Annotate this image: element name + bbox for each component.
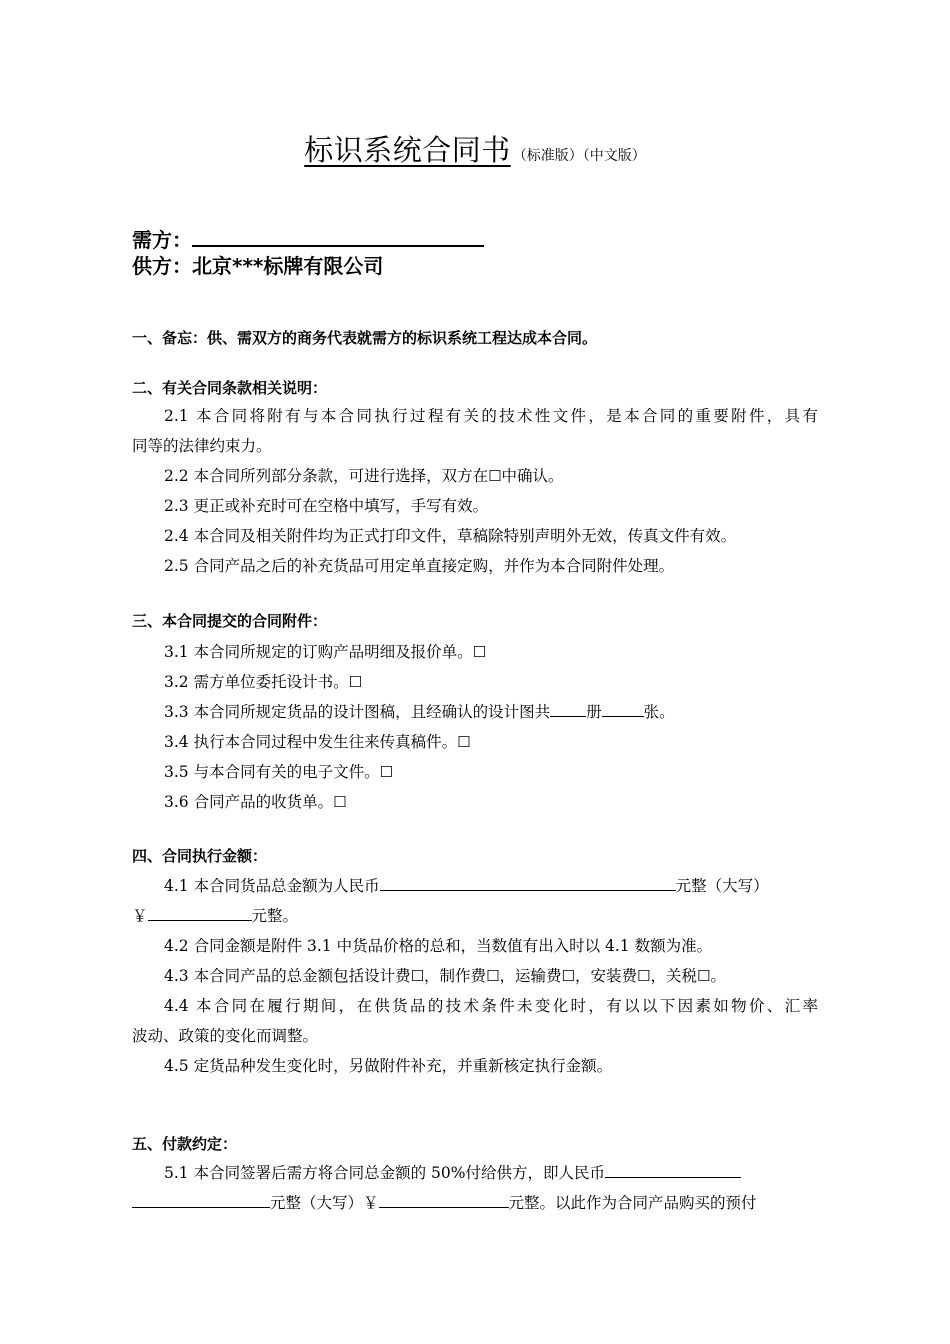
clause-5-1-line-1 <box>164 1161 741 1183</box>
clause-3-3-text-b: 册 <box>586 703 602 721</box>
clause-5-1-text-c: 元整。以此作为合同产品购买的预付 <box>508 1194 757 1212</box>
clause-4-1-text-a: 4.1 本合同货品总金额为人民币 <box>164 877 380 895</box>
checkbox-icon[interactable]: ☐ <box>486 967 500 985</box>
clause-3-3 <box>164 700 675 722</box>
clause-4-4-line-2: 波动、政策的变化而调整。 <box>132 1027 319 1045</box>
clause-4-3-text-d: ，安装费 <box>574 967 637 985</box>
clause-4-5: 4.5 定货品种发生变化时，另做附件补充，并重新核定执行金额。 <box>164 1057 613 1075</box>
clause-2-5: 2.5 合同产品之后的补充货品可用定单直接定购，并作为本合同附件处理。 <box>164 557 675 575</box>
checkbox-icon[interactable]: ☐ <box>457 733 471 751</box>
clause-5-1-line-2 <box>132 1191 757 1213</box>
supply-party-line: 供方：北京***标牌有限公司 <box>132 254 384 278</box>
advance-amount-blank-2[interactable] <box>132 1193 270 1208</box>
advance-amount-blank-1[interactable] <box>605 1163 741 1178</box>
yuan-sign: ￥ <box>132 907 148 925</box>
clause-4-3-text-a: 4.3 本合同产品的总金额包括设计费 <box>164 967 411 985</box>
clause-4-4-line-1: 4.4 本合同在履行期间，在供货品的技术条件未变化时，有以以下因素如物价、汇率 <box>164 997 818 1015</box>
checkbox-icon[interactable]: ☐ <box>379 763 394 781</box>
checkbox-icon[interactable]: ☐ <box>410 967 425 985</box>
clause-3-6-text: 3.6 合同产品的收货单。 <box>164 793 334 811</box>
demand-party-label: 需方： <box>132 228 192 252</box>
volume-count-blank[interactable] <box>550 702 586 717</box>
sheet-count-blank[interactable] <box>602 702 644 717</box>
checkbox-icon[interactable]: ☐ <box>561 967 575 985</box>
clause-5-1-text-b: 元整（大写）￥ <box>270 1194 379 1212</box>
checkbox-icon[interactable]: ☐ <box>637 967 651 985</box>
checkbox-icon[interactable]: ☐ <box>333 793 347 811</box>
clause-4-3-text-f: 。 <box>710 967 726 985</box>
section-4-heading: 四、合同执行金额： <box>132 847 268 865</box>
total-amount-blank[interactable] <box>380 876 676 891</box>
clause-4-3 <box>164 964 726 986</box>
clause-3-4 <box>164 730 471 752</box>
section-2-heading: 二、有关合同条款相关说明： <box>132 379 328 397</box>
clause-4-3-text-c: ，运输费 <box>499 967 562 985</box>
clause-3-1 <box>164 640 486 662</box>
clause-3-4-text: 3.4 执行本合同过程中发生往来传真稿件。 <box>164 733 458 751</box>
clause-5-1-text-a: 5.1 本合同签署后需方将合同总金额的 50%付给供方，即人民币 <box>164 1164 605 1182</box>
clause-4-3-text-b: ，制作费 <box>424 967 487 985</box>
clause-3-3-text-c: 张。 <box>643 703 675 721</box>
clause-4-1-text-d: 元整。 <box>251 907 299 925</box>
section-3-heading: 三、本合同提交的合同附件： <box>132 612 328 630</box>
clause-3-2-text: 3.2 需方单位委托设计书。 <box>164 673 349 691</box>
checkbox-icon[interactable]: ☐ <box>348 673 363 691</box>
section-1-heading: 一、备忘：供、需双方的商务代表就需方的标识系统工程达成本合同。 <box>132 329 598 347</box>
clause-2-2-text-b: 中确认。 <box>501 467 564 485</box>
total-amount-number-blank[interactable] <box>148 906 252 921</box>
clause-3-2 <box>164 670 362 692</box>
clause-3-5-text: 3.5 与本合同有关的电子文件。 <box>164 763 380 781</box>
document-title: 标识系统合同书 <box>304 133 511 167</box>
clause-2-4: 2.4 本合同及相关附件均为正式打印文件，草稿除特别声明外无效，传真文件有效。 <box>164 527 737 545</box>
clause-4-1-line-1 <box>164 874 769 896</box>
section-5-heading: 五、付款约定： <box>132 1135 238 1153</box>
clause-2-2 <box>164 464 564 486</box>
checkbox-icon[interactable]: ☐ <box>472 643 487 661</box>
clause-2-1-line-2: 同等的法律约束力。 <box>132 437 272 455</box>
advance-amount-number-blank[interactable] <box>379 1193 509 1208</box>
clause-4-3-text-e: ，关税 <box>650 967 697 985</box>
clause-3-6 <box>164 790 347 812</box>
demand-party-line <box>132 224 484 253</box>
clause-4-1-text-b: 元整（大写） <box>675 877 769 895</box>
clause-4-2: 4.2 合同金额是附件 3.1 中货品价格的总和，当数值有出入时以 4.1 数额为准。 <box>164 937 713 955</box>
document-title-suffix: （标准版）（中文版） <box>512 148 646 164</box>
clause-3-3-text-a: 3.3 本合同所规定货品的设计图稿，且经确认的设计图共 <box>164 703 551 721</box>
clause-2-1-line-1: 2.1 本合同将附有与本合同执行过程有关的技术性文件，是本合同的重要附件，具有 <box>164 407 818 425</box>
clause-2-3: 2.3 更正或补充时可在空格中填写，手写有效。 <box>164 497 489 515</box>
demand-party-blank[interactable] <box>192 231 484 247</box>
clause-3-1-text: 3.1 本合同所规定的订购产品明细及报价单。 <box>164 643 473 661</box>
clause-3-5 <box>164 760 393 782</box>
checkbox-icon[interactable]: ☐ <box>488 467 502 485</box>
clause-2-2-text-a: 2.2 本合同所列部分条款，可进行选择，双方在 <box>164 467 489 485</box>
checkbox-icon[interactable]: ☐ <box>696 967 711 985</box>
clause-4-1-line-2 <box>132 904 298 926</box>
document-title-line <box>0 128 950 169</box>
